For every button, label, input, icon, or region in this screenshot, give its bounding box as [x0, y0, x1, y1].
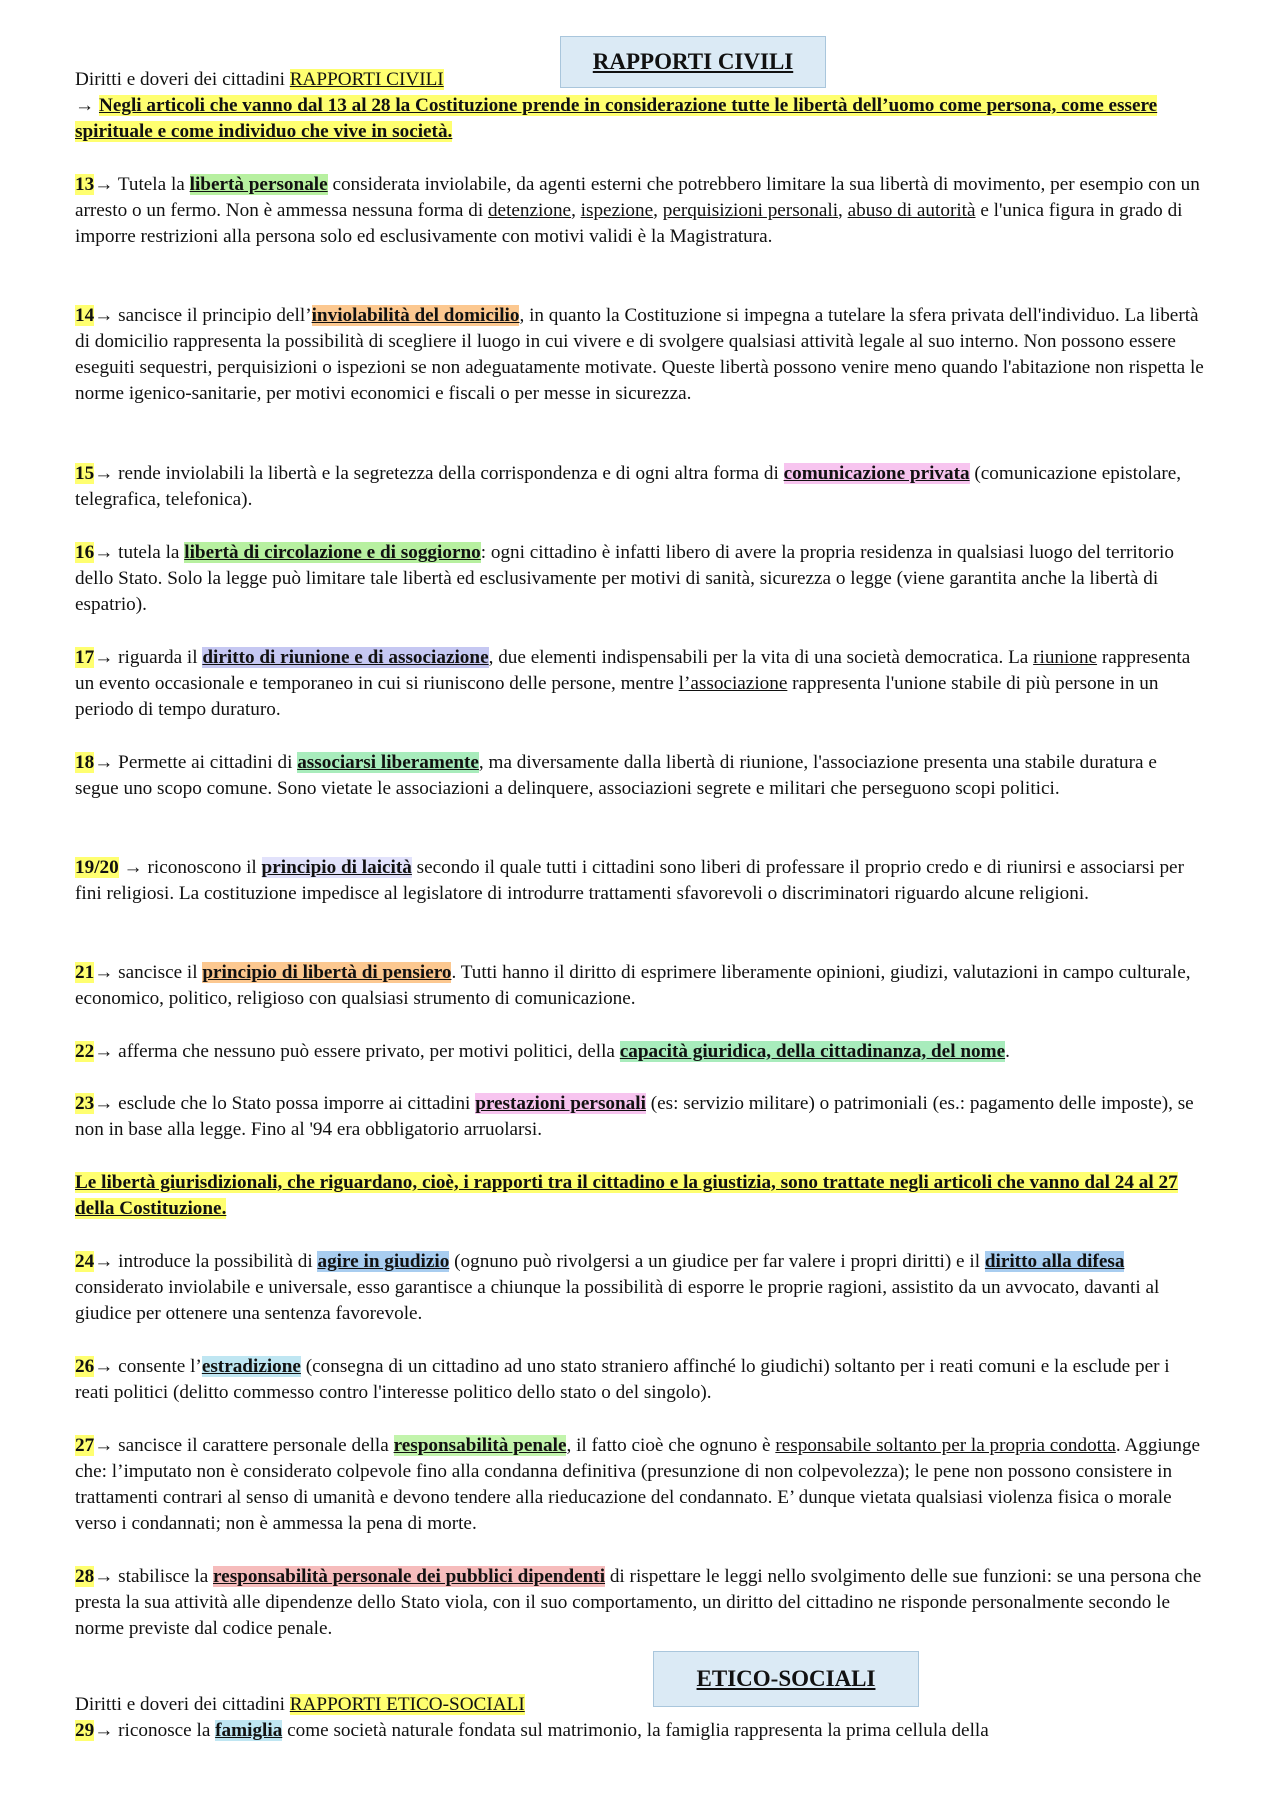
keyword-highlight: diritto di riunione e di associazione	[202, 647, 489, 668]
jurisdictional-freedoms-note: Le libertà giurisdizionali, che riguardano, cioè, i rapporti tra il cittadino e la giustizia, sono trattate negli articoli che vanno dal 24 al 27 della Costituzione.	[75, 1172, 1178, 1219]
keyword-highlight: inviolabilità del domicilio	[311, 305, 520, 326]
keyword-highlight: principio di laicità	[261, 857, 412, 878]
keyword-highlight: libertà personale	[189, 174, 328, 195]
article-15: 15→ rende inviolabili la libertà e la segretezza della corrispondenza e di ogni altra forma di comunicazione privata (comunicazione epistolare, telegrafica, telefonica).	[75, 463, 1182, 510]
section-header-etico-sociali: Diritti e doveri dei cittadini RAPPORTI ETICO-SOCIALI	[75, 1694, 525, 1715]
article-number: 13	[75, 174, 95, 195]
keyword-highlight: responsabilità personale dei pubblici dipendenti	[213, 1566, 606, 1587]
article-22: 22→ afferma che nessuno può essere privato, per motivi politici, della capacità giuridica, della cittadinanza, del nome.	[75, 1041, 1010, 1062]
article-number: 28	[75, 1566, 95, 1587]
article-28: 28→ stabilisce la responsabilità personale dei pubblici dipendenti di rispettare le leggi nello svolgimento delle sue funzioni: se una persona che presta la sua attività alle dipendenze dello Stato viola, con il suo comportamento, un diritto del cittadino ne risponde personalmente secondo le norme previste dal codice penale.	[75, 1566, 1202, 1639]
article-14: 14→ sancisce il principio dell’inviolabilità del domicilio, in quanto la Costituzione si impegna a tutelare la sfera privata dell'individuo. La libertà di domicilio rappresenta la possibilità di scegliere il luogo in cui vivere e di svolgere qualsiasi attività legale al suo interno. Non possono essere eseguiti sequestri, perquisizioni o ispezioni se non adeguatamente motivate. Queste libertà possono venire meno quando l'abitazione non rispetta le norme igenico-sanitarie, per motivi economici e fiscali o per messe in sicurezza.	[75, 305, 1204, 404]
keyword-highlight: principio di libertà di pensiero	[202, 962, 452, 983]
keyword-highlight: capacità giuridica, della cittadinanza, del nome	[619, 1041, 1006, 1062]
article-number: 22	[75, 1041, 95, 1062]
article-number: 18	[75, 752, 95, 773]
article-27: 27→ sancisce il carattere personale della responsabilità penale, il fatto cioè che ognuno è responsabile soltanto per la propria condotta. Aggiunge che: l’imputato non è considerato colpevole fino alla condanna definitiva (presunzione di non colpevolezza); le pene non possono consistere in trattamenti contrari al senso di umanità e devono tendere alla rieducazione del condannato. E’ dunque vietata qualsiasi violenza fisica o morale verso i condannati; non è ammessa la pena di morte.	[75, 1435, 1201, 1534]
article-26: 26→ consente l’estradizione (consegna di un cittadino ad uno stato straniero affinché lo giudichi) soltanto per i reati comuni e la esclude per i reati politici (delitto commesso contro l'interesse politico dello stato o del singolo).	[75, 1356, 1170, 1403]
article-number: 14	[75, 305, 95, 326]
keyword-highlight: responsabilità penale	[393, 1435, 567, 1456]
intro-statement: Negli articoli che vanno dal 13 al 28 la Costituzione prende in considerazione tutte le libertà dell’uomo come persona, come essere spirituale e come individuo che vive in società.	[75, 95, 1158, 142]
keyword-highlight: libertà di circolazione e di soggiorno	[184, 542, 481, 563]
keyword-highlight: comunicazione privata	[783, 463, 970, 484]
article-number: 17	[75, 647, 95, 668]
article-17: 17→ riguarda il diritto di riunione e di associazione, due elementi indispensabili per la vita di una società democratica. La riunione rappresenta un evento occasionale e temporaneo in cui si riuniscono delle persone, mentre l’associazione rappresenta l'unione stabile di più persone in un periodo di tempo duraturo.	[75, 647, 1191, 720]
article-number: 19/20	[75, 857, 119, 878]
section-banner-etico-sociali: ETICO-SOCIALI	[653, 1651, 919, 1707]
article-number: 29	[75, 1720, 95, 1741]
article-19-20: 19/20 → riconoscono il principio di laicità secondo il quale tutti i cittadini sono liberi di professare il proprio credo e di riunirsi e associarsi per fini religiosi. La costituzione impedisce al legislatore di introdurre trattamenti sfavorevoli o discriminatori riguardo alcune religioni.	[75, 857, 1184, 904]
section-banner-rapporti-civili: RAPPORTI CIVILI	[560, 36, 826, 88]
section-title: RAPPORTI CIVILI	[289, 69, 444, 90]
article-21: 21→ sancisce il principio di libertà di pensiero. Tutti hanno il diritto di esprimere liberamente opinioni, giudizi, valutazioni in campo culturale, economico, politico, religioso con qualsiasi strumento di comunicazione.	[75, 962, 1191, 1009]
keyword-highlight: prestazioni personali	[475, 1093, 646, 1114]
article-29: 29→ riconosce la famiglia come società naturale fondata sul matrimonio, la famiglia rappresenta la prima cellula della	[75, 1720, 989, 1741]
article-16: 16→ tutela la libertà di circolazione e di soggiorno: ogni cittadino è infatti libero di avere la propria residenza in qualsiasi luogo del territorio dello Stato. Solo la legge può limitare tale libertà ed esclusivamente per motivi di sanità, sicurezza o legge (viene garantita anche la libertà di espatrio).	[75, 542, 1174, 615]
keyword-highlight: famiglia	[215, 1720, 283, 1741]
article-number: 24	[75, 1251, 95, 1272]
keyword-highlight: diritto alla difesa	[984, 1251, 1125, 1272]
article-number: 23	[75, 1093, 95, 1114]
article-13: 13→ Tutela la libertà personale considerata inviolabile, da agenti esterni che potrebbero limitare la sua libertà di movimento, per esempio con un arresto o un fermo. Non è ammessa nessuna forma di detenzione, ispezione, perquisizioni personali, abuso di autorità e l'unica figura in grado di imporre restrizioni alla persona solo ed esclusivamente con motivi validi è la Magistratura.	[75, 174, 1200, 247]
keyword-highlight: associarsi liberamente	[297, 752, 479, 773]
article-number: 16	[75, 542, 95, 563]
article-24: 24→ introduce la possibilità di agire in giudizio (ognuno può rivolgersi a un giudice per far valere i propri diritti) e il diritto alla difesa considerato inviolabile e universale, esso garantisce a chiunque la possibilità di esporre le proprie ragioni, assistito da un avvocato, davanti al giudice per ottenere una sentenza favorevole.	[75, 1251, 1160, 1324]
article-number: 15	[75, 463, 95, 484]
section-title: RAPPORTI ETICO-SOCIALI	[289, 1694, 525, 1715]
section-header-civili: Diritti e doveri dei cittadini RAPPORTI CIVILI → Negli articoli che vanno dal 13 al 28 la Costituzione prende in considerazione tutte le libertà dell’uomo come persona, come essere spirituale e come individuo che vive in società.	[75, 69, 1158, 142]
article-18: 18→ Permette ai cittadini di associarsi liberamente, ma diversamente dalla libertà di riunione, l'associazione presenta una stabile duratura e segue uno scopo comune. Sono vietate le associazioni a delinquere, associazioni segrete e militari che perseguono scopi politici.	[75, 752, 1157, 799]
article-number: 26	[75, 1356, 95, 1377]
keyword-highlight: agire in giudizio	[317, 1251, 450, 1272]
article-number: 21	[75, 962, 95, 983]
keyword-highlight: estradizione	[201, 1356, 301, 1377]
article-23: 23→ esclude che lo Stato possa imporre ai cittadini prestazioni personali (es: servizio militare) o patrimoniali (es.: pagamento delle imposte), se non in base alla legge. Fino al '94 era obbligatorio arruolarsi.	[75, 1093, 1194, 1140]
article-number: 27	[75, 1435, 95, 1456]
